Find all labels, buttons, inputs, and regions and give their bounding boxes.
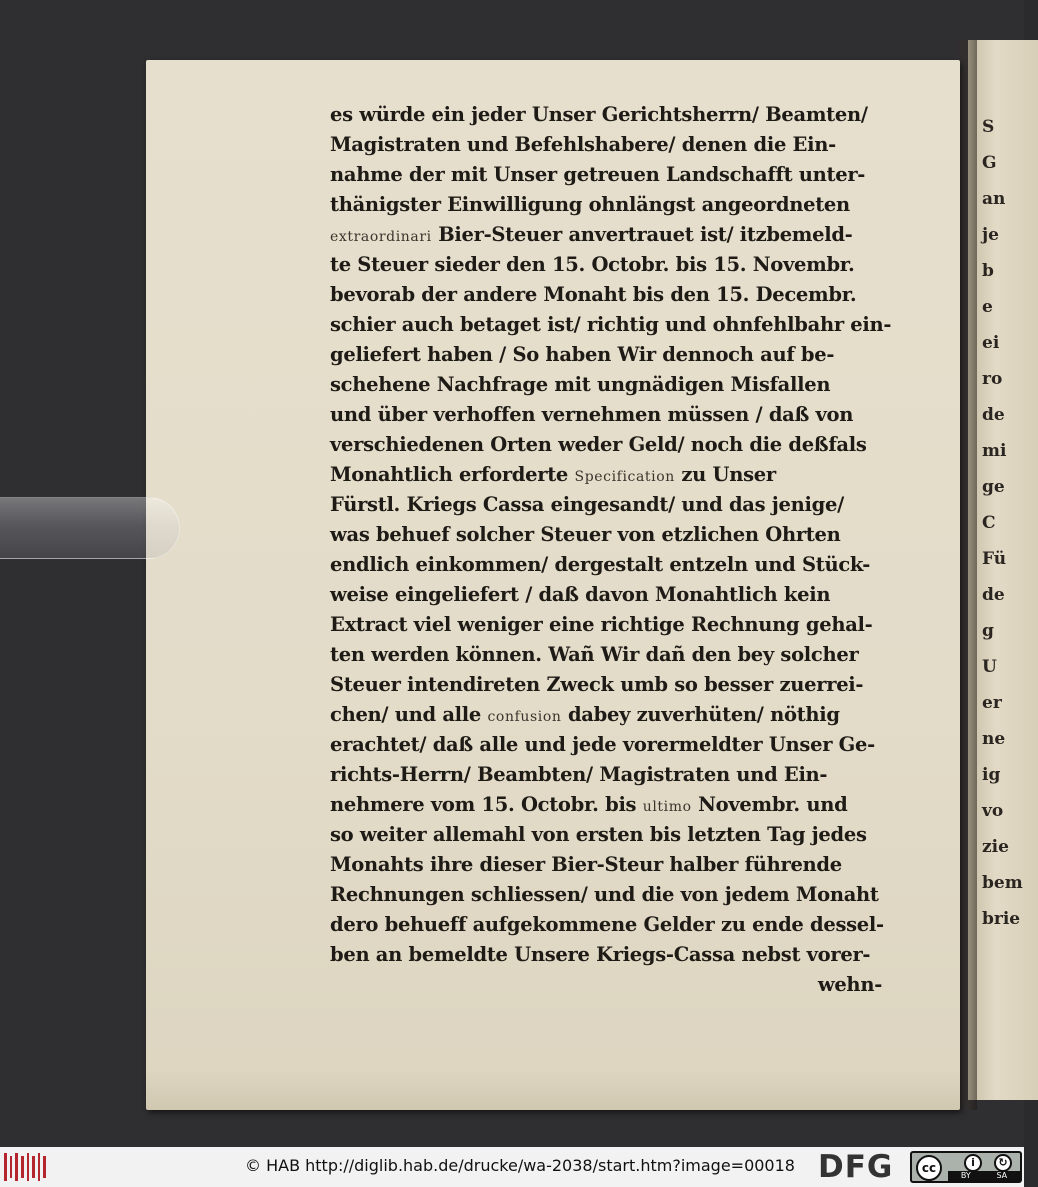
hab-logo-icon[interactable] — [4, 1151, 46, 1183]
text-segment: so weiter allemahl von ersten bis letzten Tag jedes — [330, 823, 867, 846]
text-segment: dero behueff aufgekommene Gelder zu ende dessel- — [330, 913, 884, 936]
text-line — [330, 790, 882, 820]
facing-page-fragment: G — [982, 153, 997, 173]
text-segment: Bier-Steuer anvertrauet ist/ itzbemeld- — [431, 223, 853, 246]
text-segment: schier auch betaget ist/ richtig und ohnfehlbahr ein- — [330, 313, 892, 336]
attribution-icon: i — [964, 1154, 982, 1172]
antiqua-word: ultimo — [642, 799, 692, 815]
text-line — [330, 460, 882, 490]
text-segment: ben an bemeldte Unsere Kriegs-Cassa nebst vorer- — [330, 943, 871, 966]
text-segment: schehene Nachfrage mit ungnädigen Misfallen — [330, 373, 831, 396]
facing-page-fragment: g — [982, 621, 994, 641]
text-line — [330, 160, 882, 190]
text-segment: geliefert haben / So haben Wir dennoch auf be- — [330, 343, 835, 366]
facing-page-fragment: vo — [982, 801, 1004, 821]
text-line — [330, 820, 882, 850]
facing-page-fragment: U — [982, 657, 997, 677]
facing-page-fragment: ro — [982, 369, 1003, 389]
text-line — [330, 520, 882, 550]
text-line — [330, 850, 882, 880]
text-line — [330, 220, 882, 250]
text-segment: Monahts ihre dieser Bier-Steur halber führende — [330, 853, 842, 876]
facing-page-fragment: de — [982, 585, 1005, 605]
text-line — [330, 490, 882, 520]
text-segment: nehmere vom 15. Octobr. bis — [330, 793, 643, 816]
text-line — [330, 880, 882, 910]
text-line — [330, 190, 882, 220]
text-line — [330, 730, 882, 760]
antiqua-word: extraordinari — [330, 229, 432, 245]
facing-page-fragment: ge — [982, 477, 1005, 497]
text-segment: dabey zuverhüten/ nöthig — [561, 703, 840, 726]
footer-bar — [0, 1147, 1024, 1187]
text-segment: Novembr. und — [691, 793, 848, 816]
facing-page-fragment: Fü — [982, 549, 1007, 569]
antiqua-word: confusion — [487, 709, 562, 725]
text-line — [330, 640, 882, 670]
facing-page-fragment: de — [982, 405, 1005, 425]
facing-page-fragment: b — [982, 261, 994, 281]
facing-page-fragment: je — [982, 225, 999, 245]
text-segment: richts-Herrn/ Beambten/ Magistraten und Ein- — [330, 763, 828, 786]
text-segment: te Steuer sieder den 15. Octobr. bis 15. Novembr. — [330, 253, 855, 276]
page-text-block — [330, 100, 892, 1000]
copyright-text: © HAB http://diglib.hab.de/drucke/wa-2038/start.htm?image=00018 — [245, 1156, 795, 1175]
text-segment: endlich einkommen/ dergestalt entzeln und Stück- — [330, 553, 871, 576]
creative-commons-badge[interactable] — [910, 1151, 1022, 1183]
facing-page-fragment: C — [982, 513, 996, 533]
facing-page — [968, 40, 1038, 1100]
facing-page-fragment: ne — [982, 729, 1006, 749]
catchword: wehn- — [817, 973, 882, 996]
text-line — [330, 580, 882, 610]
text-segment: verschiedenen Orten weder Geld/ noch die deßfals — [330, 433, 867, 456]
text-line — [330, 610, 882, 640]
text-line — [330, 370, 882, 400]
text-line — [330, 670, 882, 700]
text-line — [330, 400, 882, 430]
text-segment: chen/ und alle — [330, 703, 488, 726]
facing-page-fragment: e — [982, 297, 993, 317]
share-alike-icon: ↻ — [994, 1154, 1012, 1172]
text-line — [330, 910, 882, 940]
cc-license-bar — [948, 1171, 1020, 1181]
text-segment: bevorab der andere Monaht bis den 15. Decembr. — [330, 283, 857, 306]
text-line — [330, 280, 882, 310]
text-segment: und über verhoffen vernehmen müssen / daß von — [330, 403, 854, 426]
text-segment: Extract viel weniger eine richtige Rechnung gehal- — [330, 613, 873, 636]
by-label: BY — [960, 1171, 971, 1180]
text-segment: weise eingeliefert / daß davon Monahtlich kein — [330, 583, 831, 606]
facing-page-fragment: ig — [982, 765, 1001, 785]
cc-icon: cc — [916, 1155, 942, 1181]
text-line — [330, 100, 882, 130]
text-segment: ten werden können. Wañ Wir dañ den bey solcher — [330, 643, 859, 666]
facing-page-fragment: er — [982, 693, 1002, 713]
text-line — [330, 130, 882, 160]
text-segment: Steuer intendireten Zweck umb so besser zuerrei- — [330, 673, 864, 696]
facing-page-fragment: zie — [982, 837, 1009, 857]
text-line — [330, 340, 882, 370]
text-segment: es würde ein jeder Unser Gerichtsherrn/ Beamten/ — [330, 103, 868, 126]
antiqua-word: Specification — [574, 469, 675, 485]
facing-page-fragment: an — [982, 189, 1006, 209]
text-line — [330, 940, 882, 970]
glass-page-holder — [0, 497, 180, 559]
text-line — [330, 430, 882, 460]
text-line — [330, 250, 882, 280]
sa-label: SA — [996, 1171, 1008, 1180]
text-line — [330, 310, 892, 340]
text-segment: was behuef solcher Steuer von etzlichen Ohrten — [330, 523, 841, 546]
facing-page-fragment: ei — [982, 333, 1000, 353]
text-segment: Fürstl. Kriegs Cassa eingesandt/ und das jenige/ — [330, 493, 844, 516]
text-line — [330, 550, 882, 580]
text-segment: erachtet/ daß alle und jede vorermeldter Unser Ge- — [330, 733, 875, 756]
facing-page-fragment: S — [982, 117, 995, 137]
book-page — [146, 60, 960, 1110]
text-segment: Rechnungen schliessen/ und die von jedem Monaht — [330, 883, 879, 906]
text-segment: zu Unser — [674, 463, 776, 486]
text-line — [330, 700, 882, 730]
text-segment: nahme der mit Unser getreuen Landschafft unter- — [330, 163, 866, 186]
text-segment: Magistraten und Befehlshabere/ denen die Ein- — [330, 133, 836, 156]
facing-page-fragment: bem — [982, 873, 1023, 893]
facing-page-fragment: mi — [982, 441, 1007, 461]
text-segment: Monahtlich erforderte — [330, 463, 575, 486]
dfg-logo[interactable]: DFG — [818, 1149, 894, 1185]
text-line — [330, 760, 882, 790]
facing-page-fragment: brie — [982, 909, 1021, 929]
text-segment: thänigster Einwilligung ohnlängst angeordneten — [330, 193, 850, 216]
